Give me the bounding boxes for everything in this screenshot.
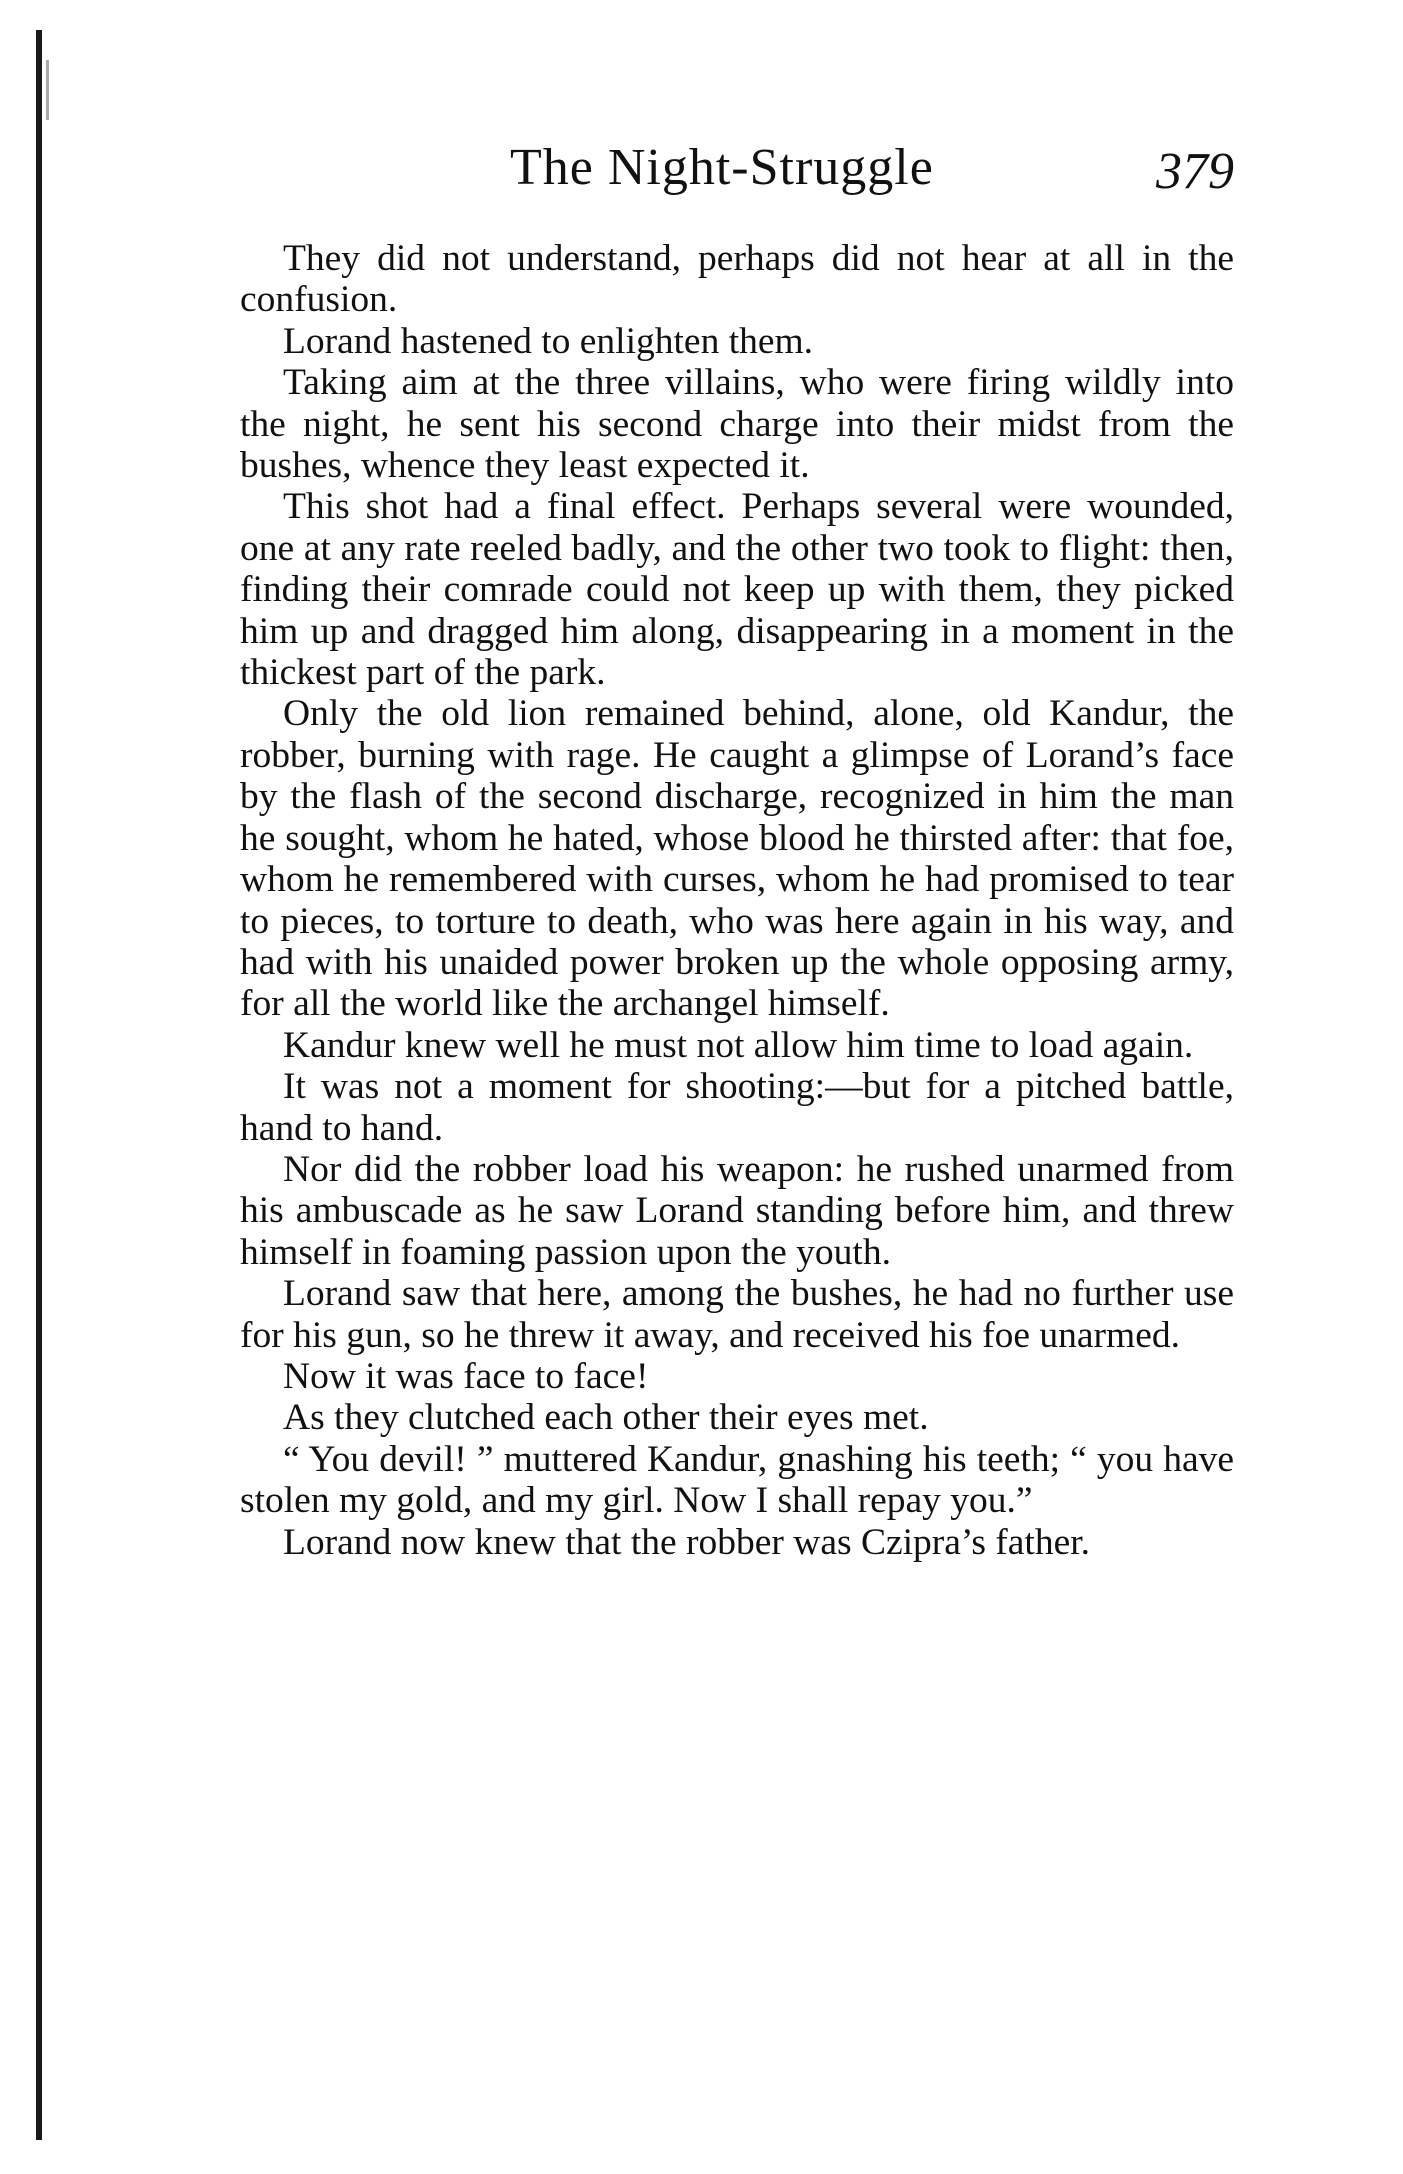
paragraph: “ You devil! ” muttered Kandur, gnashing his teeth; “ you have stolen my gold, and my girl. Now I shall repay you.” <box>240 1438 1234 1522</box>
paragraph: Now it was face to face! <box>283 1355 649 1397</box>
paragraph: Lorand hastened to enlighten them. <box>283 320 814 362</box>
paragraph: Only the old lion remained behind, alone, old Kandur, the robber, burning with rage. He caught a glimpse of Lorand’s face by the flash of the second discharge, recognized in him the man he sought, whom he hated, whose blood he thirsted after: that foe, whom he remembered with curses, whom he had promised to tear to pieces, to torture to death, who was here again in his way, and had with his unaided power broken up the whole opposing army, for all the world like the archangel himself. <box>240 693 1234 1025</box>
page-spine-edge <box>36 30 42 2140</box>
paragraph: As they clutched each other their eyes met. <box>283 1397 929 1439</box>
paragraph: Lorand now knew that the robber was Czipra’s father. <box>283 1521 1091 1563</box>
paragraph: This shot had a final effect. Perhaps several were wounded, one at any rate reeled badly, and the other two took to flight: then, finding their comrade could not keep up with them, they picked him up and dragged him along, disappearing in a moment in the thickest part of the park. <box>240 486 1234 694</box>
paragraph: Taking aim at the three villains, who were firing wildly into the night, he sent his second charge into their midst from the bushes, whence they least expected it. <box>240 362 1234 487</box>
running-title: The Night-Struggle <box>510 139 934 196</box>
scan-mark <box>46 60 49 120</box>
paragraph: Nor did the robber load his weapon: he rushed unarmed from his ambuscade as he saw Lorand standing before him, and threw himself in foaming passion upon the youth. <box>240 1148 1234 1273</box>
paragraph: Kandur knew well he must not allow him time to load again. <box>283 1024 1194 1066</box>
page-number: 379 <box>1156 143 1234 200</box>
running-header <box>240 138 1234 208</box>
paragraph: Lorand saw that here, among the bushes, he had no further use for his gun, so he threw it away, and received his foe unarmed. <box>240 1273 1234 1356</box>
paragraph: They did not understand, perhaps did not hear at all in the confusion. <box>240 238 1234 321</box>
paragraph: It was not a moment for shooting:—but for a pitched battle, hand to hand. <box>240 1066 1234 1149</box>
body-text <box>240 238 1234 1563</box>
